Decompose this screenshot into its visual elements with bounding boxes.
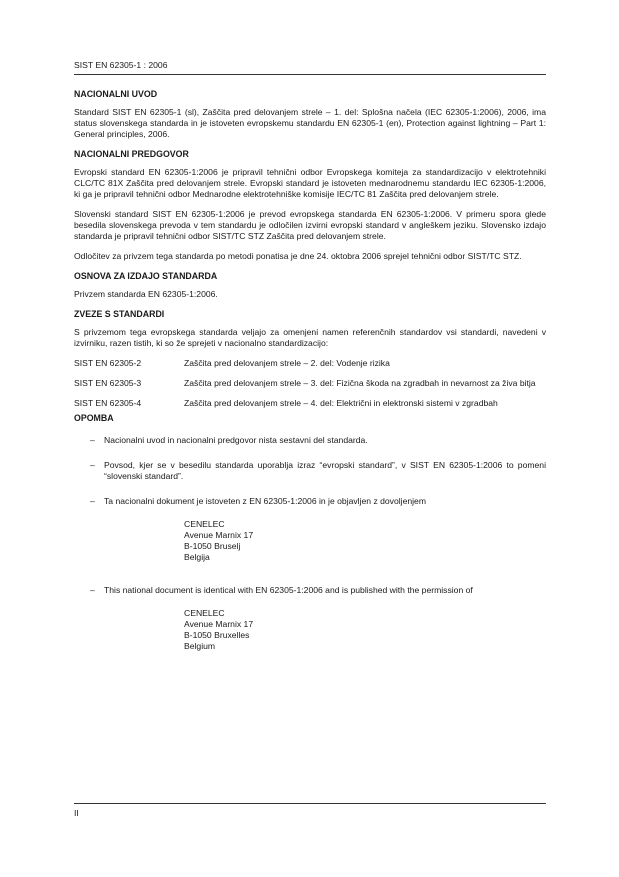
reference-code: SIST EN 62305-3: [74, 378, 142, 388]
paragraph-osnova: Privzem standarda EN 62305-1:2006.: [74, 289, 218, 299]
address-line: B-1050 Bruselj: [184, 541, 241, 551]
address-block-en: [184, 608, 546, 652]
document-body: [74, 89, 546, 652]
note-item: [74, 585, 546, 652]
reference-title: Zaščita pred delovanjem strele – 4. del: Električni in elektronski sistemi v zgradbah: [184, 398, 498, 408]
reference-code: SIST EN 62305-4: [74, 398, 142, 408]
address-line: Avenue Marnix 17: [184, 530, 254, 540]
address-line: CENELEC: [184, 519, 225, 529]
document-page: [74, 0, 546, 877]
paragraph-uvod: Standard SIST EN 62305-1 (sl), Zaščita pred delovanjem strele – 1. del: Splošna načela (IEC 62305-1:2006), 2006, ima status slovenskega standarda in je istoveten evropskemu standardu EN 62305-1 (en), Protection against lightning – Part 1: General principles, 2006.: [74, 107, 546, 139]
heading-nacionalni-predgovor: NACIONALNI PREDGOVOR: [74, 149, 189, 159]
address-line: CENELEC: [184, 608, 225, 618]
footer-rule: [74, 803, 546, 804]
note-text: Povsod, kjer se v besedilu standarda uporablja izraz “evropski standard”, v SIST EN 62305-1:2006 to pomeni “slovenski standard”.: [104, 460, 546, 481]
dash-bullet: –: [90, 460, 95, 470]
note-text: Ta nacionalni dokument je istoveten z EN 62305-1:2006 in je objavljen z dovoljenjem: [104, 496, 426, 506]
address-line: Avenue Marnix 17: [184, 619, 254, 629]
address-line: Belgija: [184, 552, 210, 562]
paragraph-zveze: S privzemom tega evropskega standarda veljajo za omenjeni namen referenčnih standardov vsi standardi, navedeni v izvirniku, razen tistih, ki so že sprejeti v nacionalno standardizacijo:: [74, 327, 546, 348]
reference-row: [74, 398, 546, 409]
heading-zveze: ZVEZE S STANDARDI: [74, 309, 165, 319]
heading-nacionalni-uvod: NACIONALNI UVOD: [74, 89, 158, 99]
paragraph-predgovor-1: Evropski standard EN 62305-1:2006 je pripravil tehnični odbor Evropskega komiteja za standardizacijo v elektrotehniki CLC/TC 81X Zaščita pred delovanjem strele. Evropski standard je istoveten mednarodnemu standardu IEC 62305-1:2006, ki ga je pripravil tehnični odbor Mednarodne elektrotehniške komisije IEC/TC 81 Zaščita pred delovanjem strele.: [74, 167, 546, 199]
heading-opomba: OPOMBA: [74, 413, 114, 423]
address-line: Belgium: [184, 641, 216, 651]
note-item: [74, 496, 546, 563]
dash-bullet: –: [90, 496, 95, 506]
note-text: Nacionalni uvod in nacionalni predgovor nista sestavni del standarda.: [104, 435, 368, 445]
note-item: [74, 460, 546, 482]
note-item: [74, 435, 546, 446]
address-line: B-1050 Bruxelles: [184, 630, 250, 640]
reference-code: SIST EN 62305-2: [74, 358, 142, 368]
reference-title: Zaščita pred delovanjem strele – 2. del: Vodenje rizika: [184, 358, 390, 368]
dash-bullet: –: [90, 585, 95, 595]
paragraph-predgovor-3: Odločitev za privzem tega standarda po metodi ponatisa je dne 24. oktobra 2006 sprejel tehnični odbor SIST/TC STZ.: [74, 251, 522, 261]
address-block-sl: [184, 519, 546, 563]
note-text: This national document is identical with EN 62305-1:2006 and is published with the permission of: [104, 585, 473, 595]
header-rule: [74, 74, 546, 75]
reference-row: [74, 358, 546, 369]
dash-bullet: –: [90, 435, 95, 445]
reference-title: Zaščita pred delovanjem strele – 3. del: Fizična škoda na zgradbah in nevarnost za živa bitja: [184, 378, 536, 388]
reference-list: [74, 358, 546, 409]
heading-osnova: OSNOVA ZA IZDAJO STANDARDA: [74, 271, 218, 281]
running-header: SIST EN 62305-1 : 2006: [74, 60, 168, 70]
reference-row: [74, 378, 546, 389]
paragraph-predgovor-2: Slovenski standard SIST EN 62305-1:2006 je prevod evropskega standarda EN 62305-1:2006. V primeru spora glede besedila slovenskega prevoda v tem standardu je odločilen izvirni evropski standard v angleškem jeziku. Slovensko izdajo standarda je pripravil tehnični odbor SIST/TC STZ Zaščita pred delovanjem strele.: [74, 209, 546, 241]
page-number: II: [74, 808, 79, 818]
